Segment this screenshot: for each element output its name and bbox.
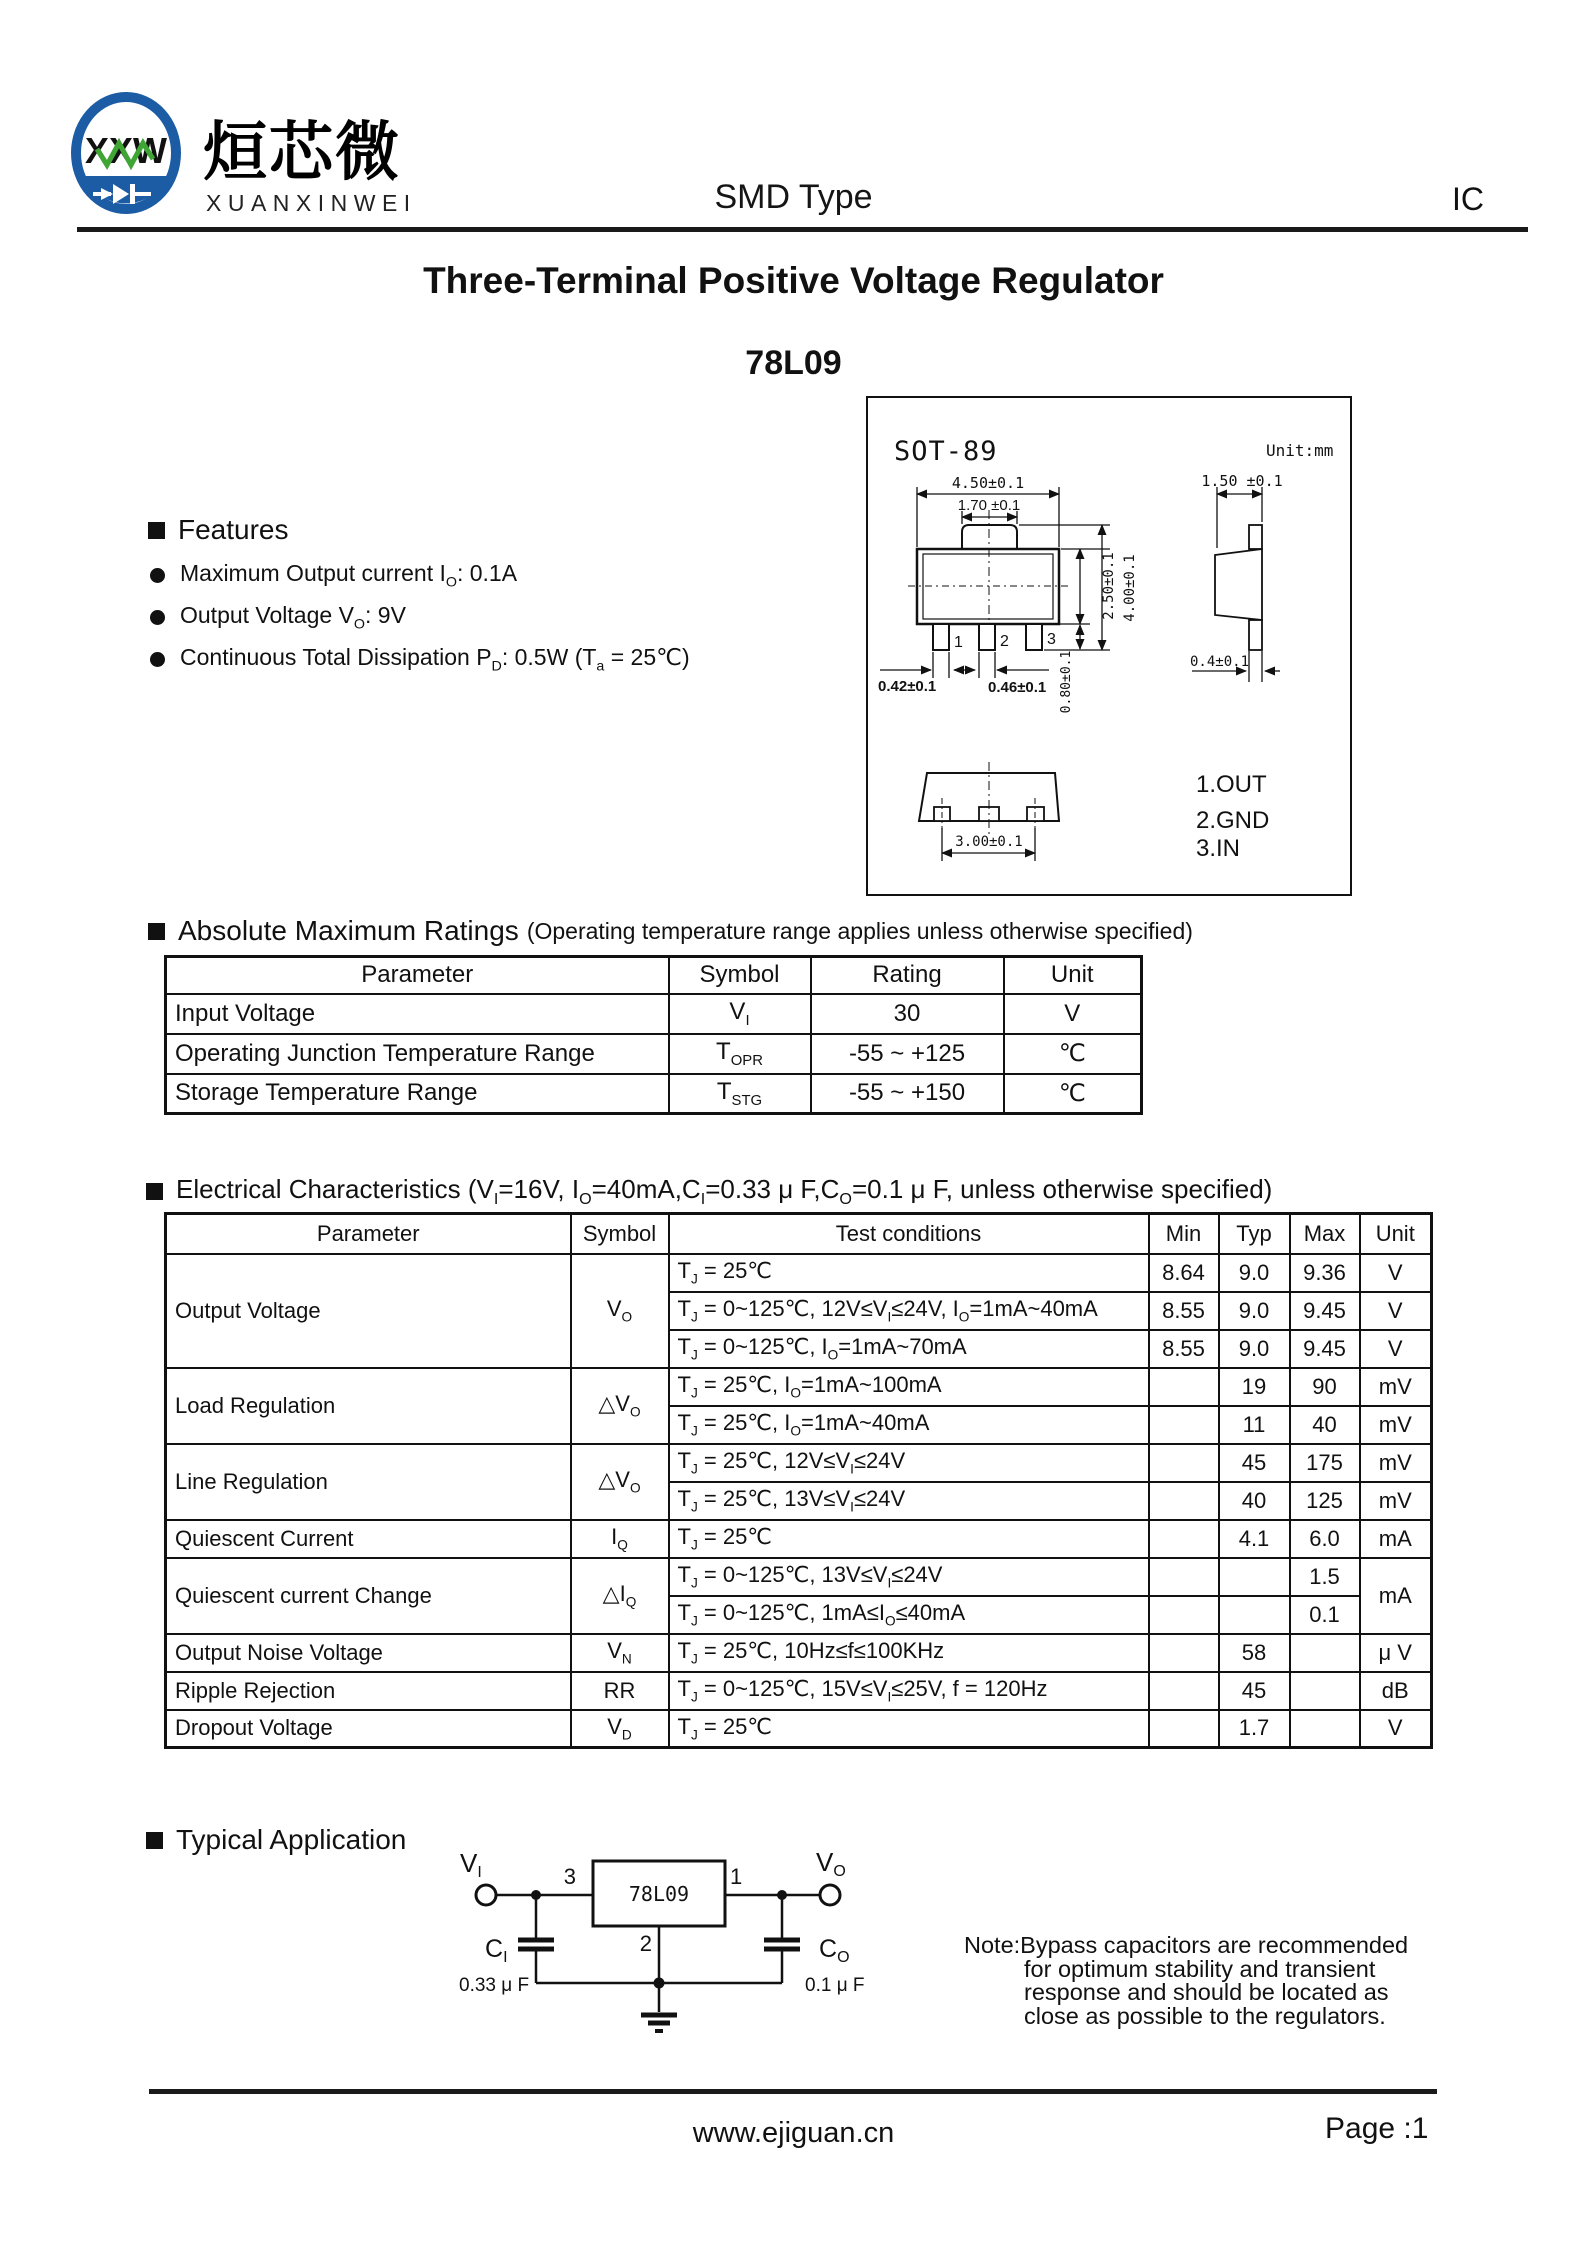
- table-row: $T_J$ = 0~125℃, $I_O=1mA\sim 70mA$ 8.55 9.0 9.45 V: [166, 1330, 1432, 1368]
- cin-value: 0.33 μ F: [459, 1975, 530, 1996]
- col-unit: Unit: [1004, 957, 1142, 994]
- chip-pin-out: 1: [730, 1864, 743, 1889]
- section-marker-icon: [146, 1832, 163, 1849]
- cin-label: $C_I$: [485, 1935, 508, 1966]
- bullet-icon: [150, 652, 165, 667]
- application-note: Note:Bypass capacitors are recommended for optimum stability and transient response and should be located as close as possible to the regulators.: [964, 1932, 1409, 2029]
- table-row: Quiescent current Change $\triangle I_Q$ $T_J$ = 0~125℃, $13V\le V_I\le 24V$ 1.5 mA: [166, 1558, 1432, 1596]
- pinout-out: 1.OUT: [1196, 771, 1267, 798]
- col-parameter: Parameter: [166, 1214, 571, 1254]
- feature-item: Continuous Total Dissipation $P_D$: 0.5W ($T_a$ = 25℃): [150, 644, 690, 675]
- dim-side-width: 1.50 ±0.1: [1201, 472, 1283, 490]
- dim-lead-length: 0.80±0.1: [1059, 650, 1074, 714]
- bullet-icon: [150, 568, 165, 583]
- col-symbol: Symbol: [571, 1214, 669, 1254]
- dim-body-height: 2.50±0.1: [1101, 552, 1117, 620]
- package-name: SOT-89: [894, 436, 998, 467]
- typical-application-heading: Typical Application: [146, 1824, 406, 1856]
- table-row: Load Regulation $\triangle V_O$ $T_J$ = 25℃, $I_O=1mA\sim 100mA$ 19 90 mV: [166, 1368, 1432, 1406]
- dim-lead-width: 0.42±0.1: [878, 678, 937, 695]
- package-drawing-box: [866, 396, 1352, 896]
- table-header-row: [166, 957, 1142, 994]
- input-terminal: [476, 1885, 496, 1905]
- table-row: $T_J$ = 25℃, $I_O=1mA\sim 40mA$ 11 40 mV: [166, 1406, 1432, 1444]
- table-row: Dropout Voltage $V_D$ $T_J$ = 25℃ 1.7 V: [166, 1710, 1432, 1748]
- elec-char-table: [164, 1212, 1433, 1749]
- cout-value: 0.1 μ F: [805, 1975, 865, 1996]
- col-test-conditions: Test conditions: [669, 1214, 1149, 1254]
- vout-label: VO: [816, 1847, 846, 1880]
- footer-rule: [149, 2089, 1437, 2094]
- pin-number-3: 3: [1047, 631, 1056, 648]
- cout-label: $C_O$: [819, 1935, 850, 1966]
- col-unit: Unit: [1360, 1214, 1432, 1254]
- footer-page-number: Page :1: [1325, 2112, 1429, 2145]
- application-circuit-drawing: [430, 1845, 870, 2045]
- col-min: Min: [1149, 1214, 1219, 1254]
- table-header-row: [166, 1214, 1432, 1254]
- page-title: Three-Terminal Positive Voltage Regulator: [423, 260, 1164, 301]
- table-row: Output Noise Voltage $V_N$ $T_J$ = 25℃, 10Hz≤f≤100KHz 58 μ V: [166, 1634, 1432, 1672]
- abs-max-table: [164, 955, 1143, 1115]
- col-parameter: Parameter: [166, 957, 669, 994]
- chip-label: 78L09: [628, 1882, 690, 1906]
- pinout-gnd: 2.GND: [1196, 807, 1270, 834]
- application-circuit: [430, 1845, 870, 2045]
- bullet-icon: [150, 610, 165, 625]
- table-row: Storage Temperature Range $T_{STG}$ -55 ~ +150 ℃: [166, 1074, 1142, 1114]
- pin-number-2: 2: [1000, 633, 1009, 650]
- table-row: Input Voltage $V_I$ 30 V: [166, 994, 1142, 1034]
- col-rating: Rating: [811, 957, 1004, 994]
- pinout-in: 3.IN: [1196, 835, 1241, 862]
- table-row: $T_J$ = 25℃, $13V\le V_I\le 24V$ 40 125 mV: [166, 1482, 1432, 1520]
- section-marker-icon: [148, 923, 165, 940]
- part-number: 78L09: [745, 344, 842, 382]
- dim-tab-width: 1.70 ±0.1: [957, 497, 1021, 514]
- unit-label: Unit:mm: [1266, 441, 1334, 460]
- feature-item: Output Voltage $V_O$: 9V: [150, 602, 406, 633]
- section-marker-icon: [146, 1183, 163, 1200]
- section-marker-icon: [148, 522, 165, 539]
- chip-pin-gnd: 2: [639, 1931, 652, 1956]
- package-drawing: [868, 398, 1346, 890]
- col-max: Max: [1290, 1214, 1360, 1254]
- doc-type-label: SMD Type: [714, 178, 873, 216]
- features-heading: Features: [148, 514, 289, 546]
- dim-lead-thickness: 0.4±0.1: [1190, 654, 1250, 670]
- dim-pad-span: 3.00±0.1: [955, 834, 1023, 850]
- footer-website: www.ejiguan.cn: [692, 2117, 895, 2149]
- table-row: Output Voltage $V_O$ $T_J$ = 25℃ 8.64 9.0 9.36 V: [166, 1254, 1432, 1292]
- brand-name-chinese: 烜芯微: [203, 116, 401, 188]
- table-row: Operating Junction Temperature Range $T_{OPR}$ -55 ~ +125 ℃: [166, 1034, 1142, 1074]
- category-label: IC: [1452, 181, 1484, 217]
- dim-lead-gap: 0.46±0.1: [988, 679, 1047, 696]
- feature-item: Maximum Output current $I_O$: 0.1A: [150, 560, 517, 591]
- table-row: Line Regulation $\triangle V_O$ $T_J$ = 25℃, $12V\le V_I\le 24V$ 45 175 mV: [166, 1444, 1432, 1482]
- dim-total-height: 4.00±0.1: [1122, 554, 1138, 622]
- col-symbol: Symbol: [669, 957, 811, 994]
- pin-number-1: 1: [954, 634, 963, 651]
- output-terminal: [820, 1885, 840, 1905]
- col-typ: Typ: [1219, 1214, 1290, 1254]
- vin-label: VI: [460, 1848, 482, 1881]
- abs-max-heading: Absolute Maximum Ratings (Operating temperature range applies unless otherwise specified): [148, 915, 1193, 947]
- table-row: Ripple Rejection RR $T_J$ = 0~125℃, $15V\le V_I\le 25V$, f = 120Hz 45 dB: [166, 1672, 1432, 1710]
- brand-name-english: XUANXINWEI: [206, 190, 417, 216]
- elec-char-heading: Electrical Characteristics ($V_I=16V$, $I_O=40mA,C_I=0.33$ μ $F,C_O=0.1$ μ F, unless otherwise specified): [146, 1174, 1272, 1209]
- table-row: $T_J$ = 0~125℃, $12V\le V_I\le 24V$, $I_O=1mA\sim 40mA$ 8.55 9.0 9.45 V: [166, 1292, 1432, 1330]
- chip-pin-in: 3: [563, 1864, 576, 1889]
- header-rule: [77, 227, 1528, 232]
- table-row: Quiescent Current $I_Q$ $T_J$ = 25℃ 4.1 6.0 mA: [166, 1520, 1432, 1558]
- table-row: $T_J$ = 0~125℃, $1mA\le I_O\le 40mA$ 0.1: [166, 1596, 1432, 1634]
- logo-monogram: XXW: [84, 130, 168, 171]
- dim-top-width: 4.50±0.1: [951, 474, 1025, 492]
